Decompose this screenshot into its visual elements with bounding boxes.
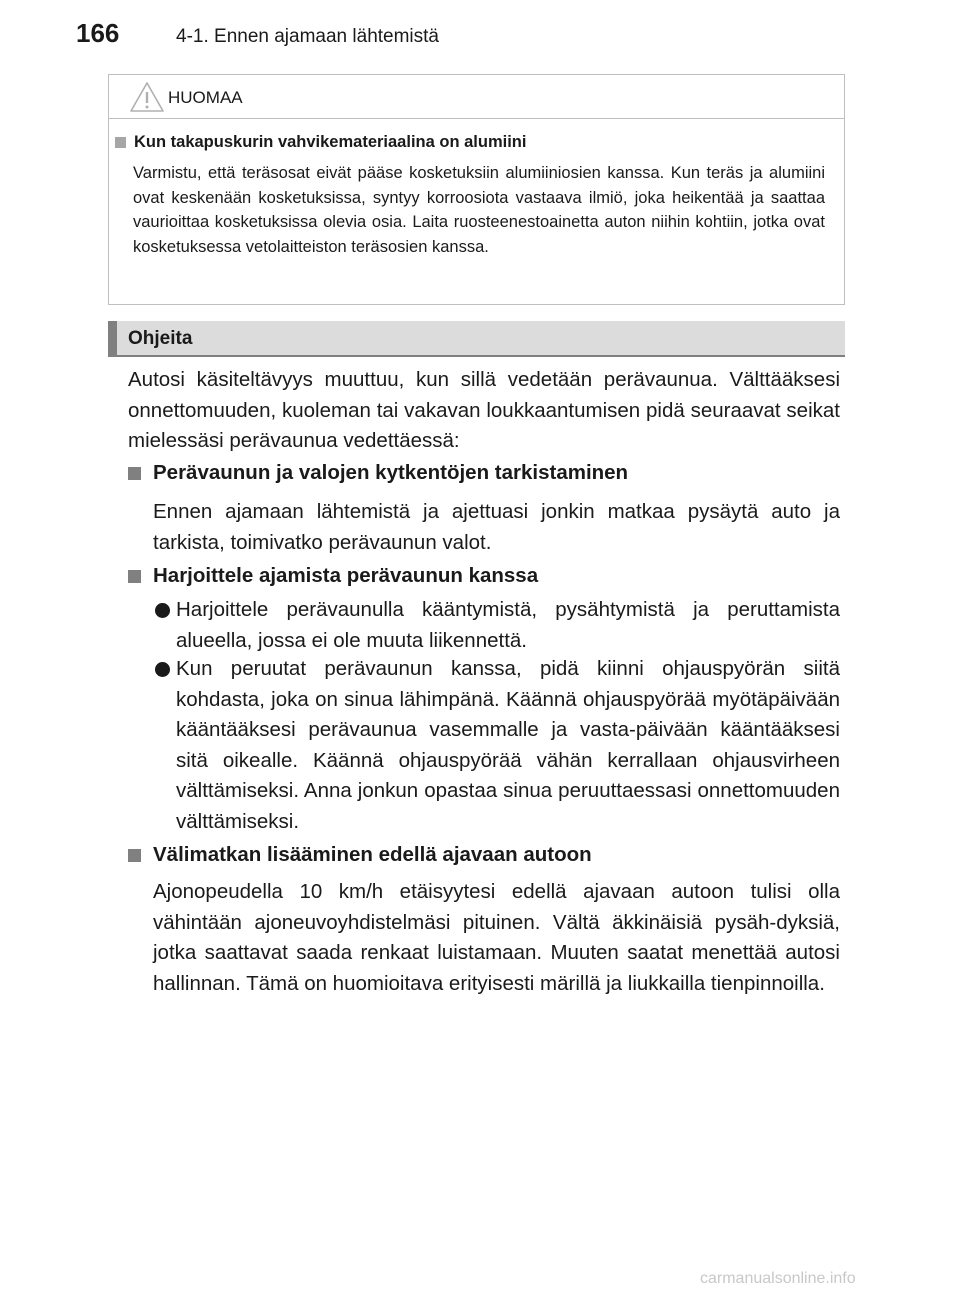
section-title: Ohjeita [128,328,193,349]
section-accent [108,321,117,355]
block-paragraph: Ennen ajamaan lähtemistä ja ajettuasi jonkin matkaa pysäytä auto ja tarkista, toimivatko perävaunun valot. [153,500,840,554]
bullet-dot-icon [155,603,170,618]
intro-paragraph: Autosi käsiteltävyys muuttuu, kun sillä vedetään perävaunua. Välttääksesi onnettomuuden, kuoleman tai vakavan loukkaantumisen pidä seuraavat seikat mielessäsi perävaunua vedettäessä: [128,368,840,452]
block-heading-text: Välimatkan lisääminen edellä ajavaan autoon [153,843,592,866]
bullet-text: Harjoittele perävaunulla kääntymistä, pysähtymistä ja peruttamista alueella, jossa ei ole muuta liikennettä. [176,598,840,652]
notice-box [108,74,845,305]
notice-title: HUOMAA [168,88,243,107]
block-heading [128,564,538,588]
square-bullet-icon [115,137,126,148]
watermark: carmanualsonline.info [700,1270,856,1287]
notice-header [109,75,844,119]
block-heading [128,461,628,485]
block-heading-text: Harjoittele ajamista perävaunun kanssa [153,564,539,587]
square-bullet-icon [128,570,141,583]
chapter-title: 4-1. Ennen ajamaan lähtemistä [176,26,439,47]
notice-body: Varmistu, että teräsosat eivät pääse kosketuksiin alumiiniosien kanssa. Kun teräs ja alumiini ovat keskenään kosketuksissa, syntyy korroosiota vastaava ilmiö, joka heikentää ja saattaa vaurioittaa kosketuksissa olevia osia. Laita ruosteenestoainetta auton niihin kohtiin, jotka ovat kosketuksessa vetolaitteiston teräsosien kanssa. [133,164,825,256]
block-paragraph: Ajonopeudella 10 km/h etäisyytesi edellä ajavaan autoon tulisi olla vähintään ajoneuvoyhdistelmäsi pituinen. Vältä äkkinäisiä pysäh-dyksiä, jotka saattavat saada renkaat luistamaan. Muuten saatat menettää autosi hallinnan. Tämä on huomioitava erityisesti märillä ja liukkailla tienpinnoilla. [153,880,840,995]
warning-triangle-icon [129,81,165,113]
page-number: 166 [76,18,120,48]
page-header [0,18,960,58]
square-bullet-icon [128,849,141,862]
block-heading [128,843,592,867]
bullet-dot-icon [155,662,170,677]
bullet-item [153,595,840,656]
block-heading-text: Perävaunun ja valojen kytkentöjen tarkistaminen [153,461,629,484]
square-bullet-icon [128,467,141,480]
notice-subheading [115,133,526,152]
section-header [108,321,845,357]
bullet-text: Kun peruutat perävaunun kanssa, pidä kiinni ohjauspyörän siitä kohdasta, joka on sinua lähimpänä. Käännä ohjauspyörää myötäpäivään kääntääksesi perävaunua vasemmalle ja vasta-päivään kääntääksesi sitä oikealle. Käännä ohjauspyörää vähän kerrallaan ohjausvirheen välttämiseksi. Anna jonkun opastaa sinua peruuttaessasi onnettomuuden välttämiseksi. [176,657,840,833]
notice-subheading-text: Kun takapuskurin vahvikemateriaalina on alumiini [134,133,527,151]
bullet-item [153,654,840,837]
